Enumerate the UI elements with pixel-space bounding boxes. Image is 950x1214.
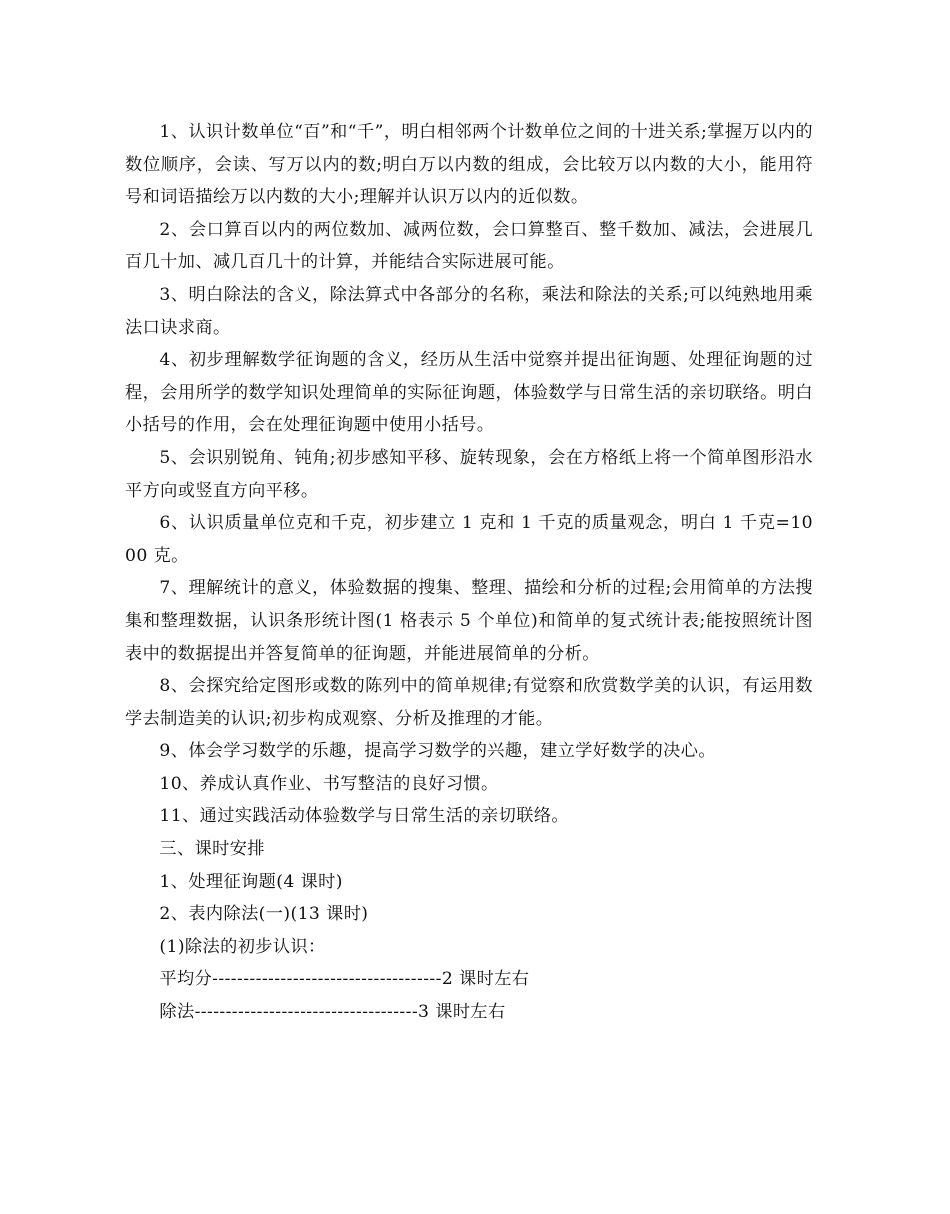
schedule-subitem-1: (1)除法的初步认识： [159, 936, 326, 957]
section-heading: 三、课时安排 [159, 839, 265, 860]
schedule-item-1: 1、处理征询题(4 课时) [159, 871, 343, 892]
objective-paragraph-7: 7、理解统计的意义，体验数据的搜集、整理、描绘和分析的过程;会用简单的方法搜集和整理数据，认识条形统计图(1 格表示 5 个单位)和简单的复式统计表;能按照统计图表中的数据提出并答复简单的征询题，并能进展简单的分析。 [125, 578, 813, 664]
objective-paragraph-10: 10、养成认真作业、书写整洁的良好习惯。 [159, 773, 499, 794]
schedule-item-2: 2、表内除法(一)(13 课时) [159, 904, 369, 925]
document-body [125, 116, 813, 1029]
objective-paragraph-5: 5、会识别锐角、钝角;初步感知平移、旋转现象，会在方格纸上将一个简单图形沿水平方向或竖直方向平移。 [125, 447, 813, 501]
objective-paragraph-6: 6、认识质量单位克和千克，初步建立 1 克和 1 千克的质量观念，明白 1 千克=1000 克。 [125, 513, 813, 566]
objective-paragraph-11: 11、通过实践活动体验数学与日常生活的亲切联络。 [159, 806, 569, 827]
schedule-entry-average: 平均分-------------------------------------2 课时左右 [159, 969, 530, 990]
objective-paragraph-9: 9、体会学习数学的乐趣，提高学习数学的兴趣，建立学好数学的决心。 [159, 741, 716, 762]
objective-paragraph-3: 3、明白除法的含义，除法算式中各部分的名称，乘法和除法的关系;可以纯熟地用乘法口诀求商。 [125, 284, 813, 338]
objective-paragraph-8: 8、会探究给定图形或数的陈列中的简单规律;有觉察和欣赏数学美的认识，有运用数学去制造美的认识;初步构成观察、分析及推理的才能。 [125, 676, 813, 729]
schedule-entry-division: 除法------------------------------------3 课时左右 [159, 1002, 506, 1023]
objective-paragraph-4: 4、初步理解数学征询题的含义，经历从生活中觉察并提出征询题、处理征询题的过程，会用所学的数学知识处理简单的实际征询题，体验数学与日常生活的亲切联络。明白小括号的作用，会在处理征询题中使用小括号。 [125, 350, 813, 436]
objective-paragraph-2: 2、会口算百以内的两位数加、减两位数，会口算整百、整千数加、减法，会进展几百几十加、减几百几十的计算，并能结合实际进展可能。 [125, 219, 813, 273]
objective-paragraph-1: 1、认识计数单位“百”和“千”，明白相邻两个计数单位之间的十进关系;掌握万以内的数位顺序，会读、写万以内的数;明白万以内数的组成，会比较万以内数的大小，能用符号和词语描绘万以内数的大小;理解并认识万以内的近似数。 [125, 122, 813, 208]
